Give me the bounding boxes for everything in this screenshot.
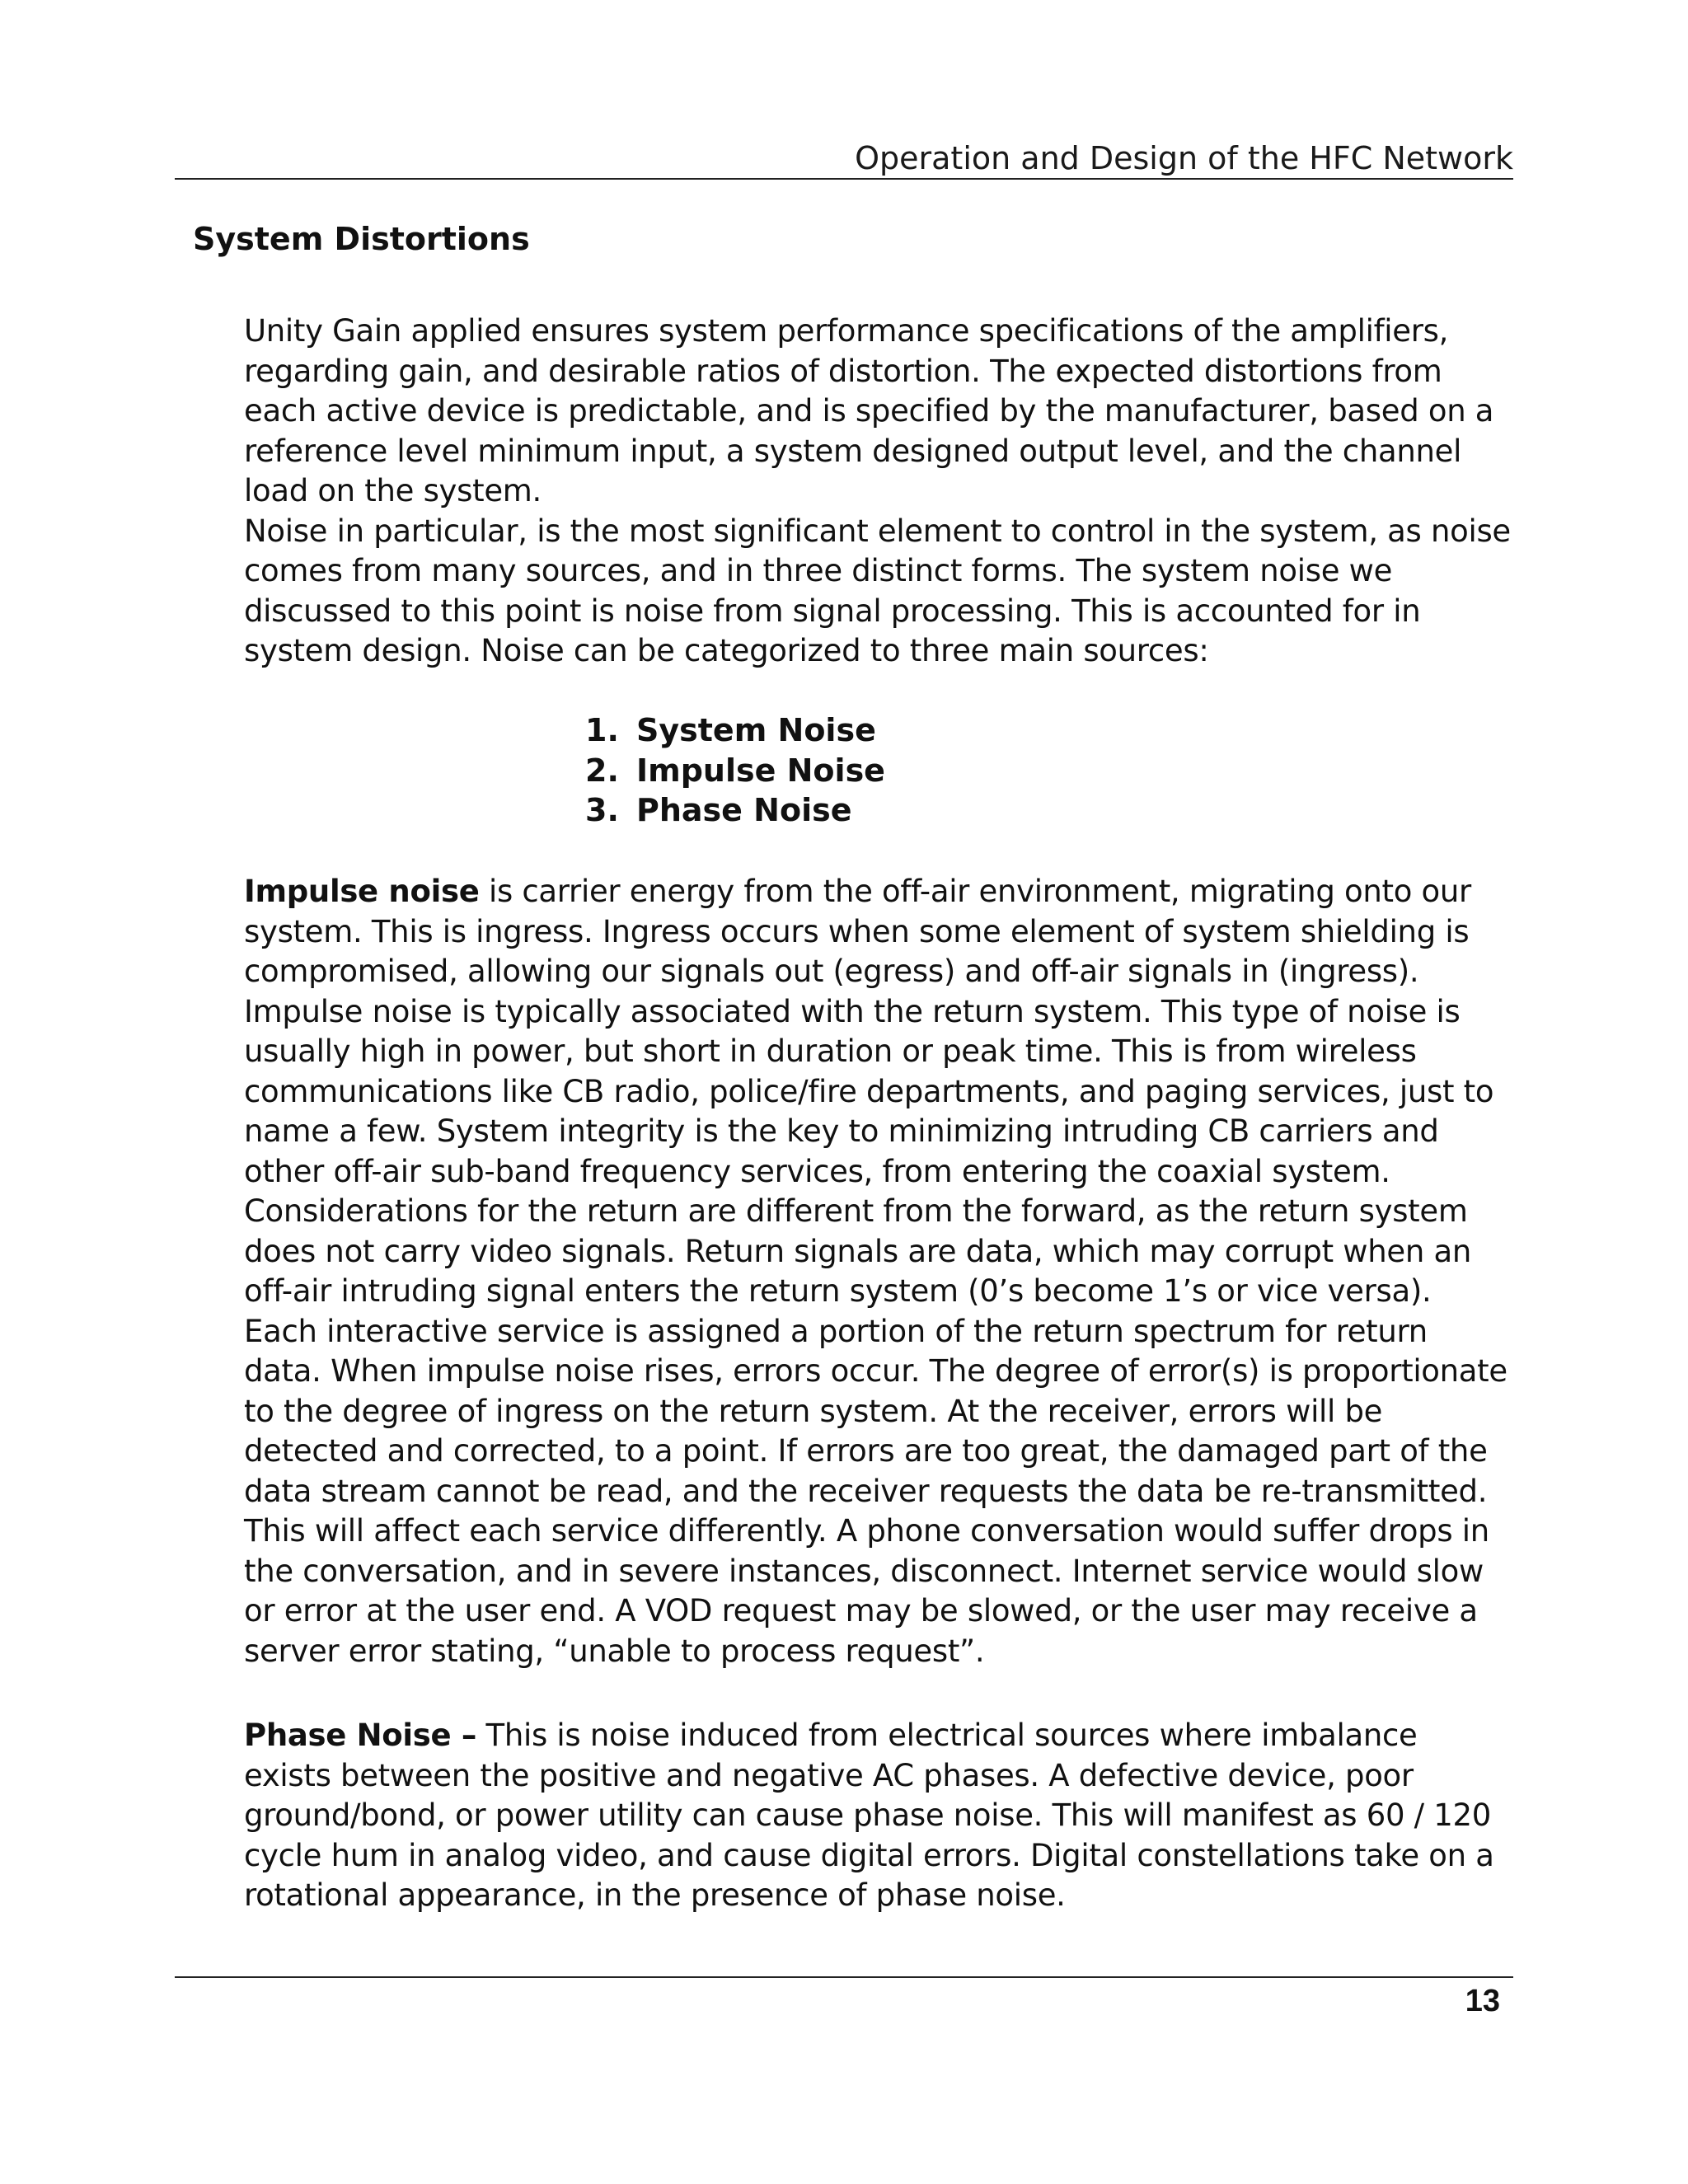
list-item-number: 2. [585,752,619,789]
list-item [585,751,885,791]
paragraph-phase-noise [244,1716,1513,1916]
phase-noise-text: This is noise induced from electrical sources where imbalance exists between the positive and negative AC phases. A defective device, poor ground/bond, or power utility can cause phase noise. This will manifest as 60 / 120 cycle hum in analog video, and cause digital errors. Digital constellations take on a rotational appearance, in the presence of phase noise. [244,1718,1494,1913]
page-number: 13 [1465,1984,1500,2018]
paragraph-unity-gain: Unity Gain applied ensures system performance specifications of the amplifiers, regarding gain, and desirable ratios of distortion. The expected distortions from each active device is predictable, and is specified by the manufacturer, based on a reference level minimum input, a system designed output level, and the channel load on the system. [244,313,1494,509]
header-rule [175,178,1513,180]
list-item [585,710,885,751]
list-item-label: Impulse Noise [636,752,885,789]
impulse-noise-text: is carrier energy from the off-air environment, migrating onto our system. This is ingress. Ingress occurs when some element of system shielding is compromised, allowing our signals out (egress) and off-air signals in (ingress). Impulse noise is typically associated with the return system. This type of noise is usually high in power, but short in duration or peak time. This is from wireless communications like CB radio, police/fire departments, and paging services, just to name a few. System integrity is the key to minimizing intruding CB carriers and other off-air sub-band frequency services, from entering the coaxial system. Considerations for the return are different from the forward, as the return system does not carry video signals. Return signals are data, which may corrupt when an off-air intruding signal enters the return system (0’s become 1’s or vice versa). Each interactive service is assigned a portion of the return spectrum for return data. When impulse noise rises, errors occur. The degree of error(s) is proportionate to the degree of ingress on the return system. At the receiver, errors will be detected and corrected, to a point. If errors are too great, the damaged part of the data stream cannot be read, and the receiver requests the data be re-transmitted. This will affect each service differently. A phone conversation would suffer drops in the conversation, and in severe instances, disconnect. Internet service would slow or error at the user end. A VOD request may be slowed, or the user may receive a server error stating, “unable to process request”. [244,874,1507,1669]
impulse-noise-block [244,872,1513,1671]
paragraph-noise-sources: Noise in particular, is the most significant element to control in the system, as noise comes from many sources, and in three distinct forms. The system noise we discussed to this point is noise from signal processing. This is accounted for in system design. Noise can be categorized to three main sources: [244,513,1511,668]
footer-rule [175,1976,1513,1978]
impulse-noise-term: Impulse noise [244,874,480,909]
list-item-number: 1. [585,712,619,748]
list-item-label: Phase Noise [636,792,852,828]
section-title: System Distortions [193,221,530,257]
paragraph-impulse-noise [244,872,1513,1671]
list-item [585,790,885,831]
list-item-number: 3. [585,792,619,828]
list-item-label: System Noise [636,712,876,748]
intro-block [244,312,1513,672]
noise-source-list [585,710,885,831]
phase-noise-term: Phase Noise – [244,1718,477,1753]
running-header: Operation and Design of the HFC Network [855,140,1513,176]
phase-noise-block [244,1716,1513,1916]
